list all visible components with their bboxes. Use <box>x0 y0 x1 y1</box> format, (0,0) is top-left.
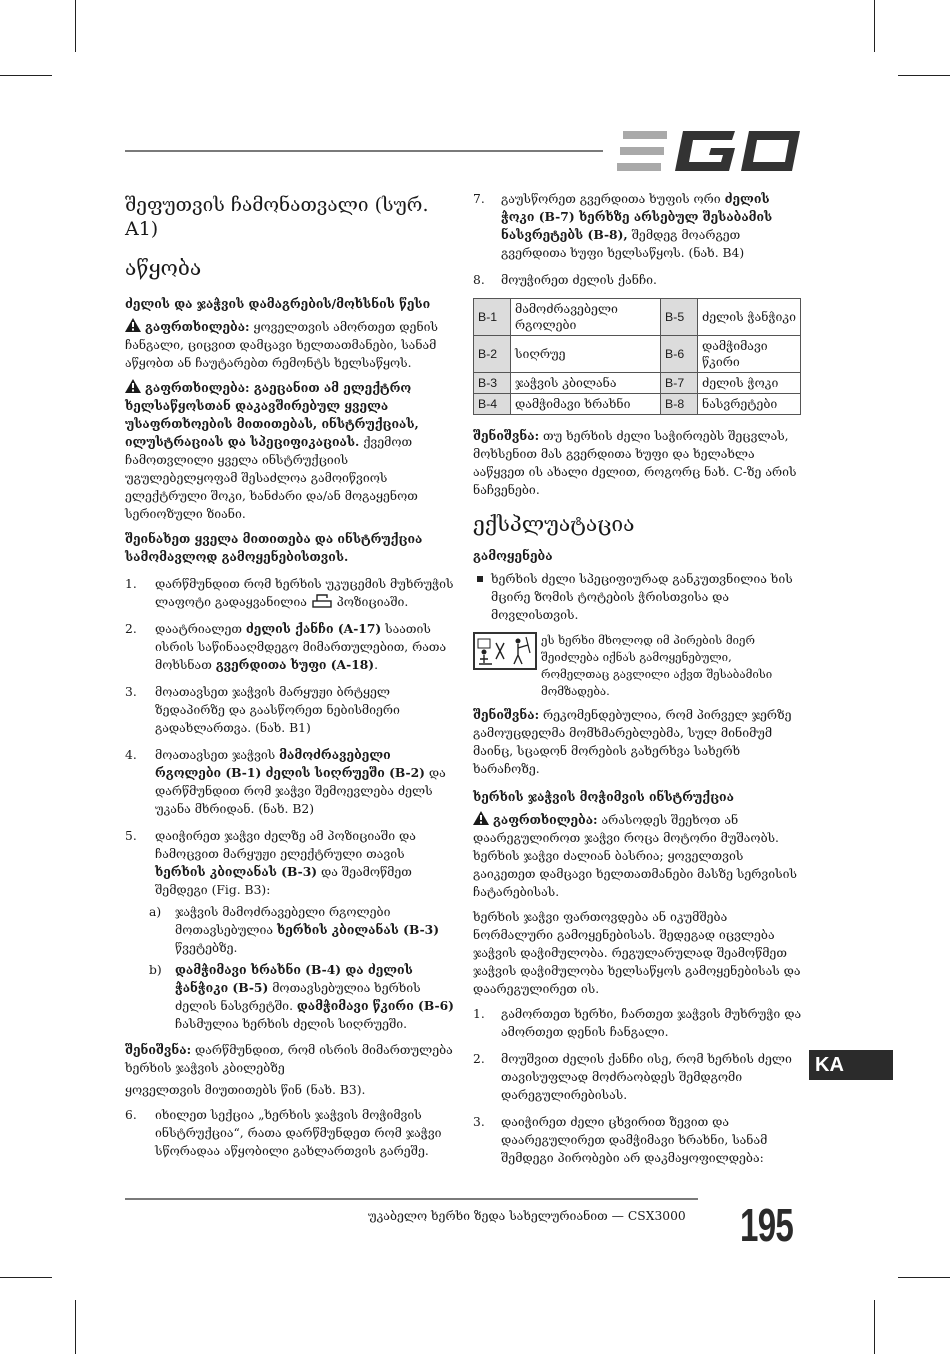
page-number: 195 <box>740 1199 794 1251</box>
item-number: 3. <box>473 1115 485 1129</box>
list-item <box>473 1050 803 1104</box>
item-text: და შეამოწმეთ შემდეგი (Fig. B3): <box>155 865 412 897</box>
table-cell: სიღრუე <box>511 336 661 373</box>
item-bold: მამოძრავებელი რგოლები (B-1) ძელის სიღრუეში (B-2) <box>155 747 425 780</box>
footer-rule <box>125 1198 698 1200</box>
table-cell: მამოძრავებელი რგოლები <box>511 299 661 336</box>
crop-mark <box>75 1300 76 1354</box>
item-text: დაიჭირეთ ძელი ცხვირით ზევით და დაარეგულირეთ დამჭიმავი ხრახნი, სანამ შემდეგი პირობები არ დაკმაყოფილდება: <box>501 1115 768 1165</box>
language-tab: KA <box>809 1050 893 1080</box>
crop-mark <box>0 75 52 76</box>
list-item <box>125 746 455 818</box>
subheading-use: გამოყენება <box>473 548 553 563</box>
item-text: იხილეთ სექცია „ხერხის ჯაჭვის მოჭიმვის ინსტრუქცია“, რათა დარწმუნდეთ რომ ჯაჭვი სწორადაა აწყობილი გახლართვის გარეშე. <box>155 1108 442 1158</box>
item-bold: გვერდითა ხუფი (A-18) <box>215 657 375 672</box>
item-text: დაატრიალეთ <box>155 622 246 636</box>
table-cell: ჯაჭვის კბილანა <box>511 373 661 394</box>
list-item <box>125 827 455 899</box>
list-item <box>473 190 803 262</box>
list-item <box>125 575 455 611</box>
list-item <box>473 1113 803 1167</box>
item-text: მოუჭირეთ ძელის ქანჩი. <box>501 273 657 287</box>
list-item <box>125 620 455 674</box>
item-number: 5. <box>125 829 137 843</box>
item-text: წვეტებზე. <box>175 941 238 955</box>
note-text: თუ ხერხის ძელი საჭიროებს შეცვლას, მოხსენით მას გვერდითა ხუფი და ხელახლა ააწყვეთ ის ახალი ძელით, როგორც ნახ. C-ზე არის ნაჩვენები. <box>473 429 797 497</box>
table-cell: ძელის ჭოკი <box>698 373 801 394</box>
item-number: 2. <box>125 622 137 636</box>
table-row <box>474 299 801 336</box>
subheading-bar-chain: ძელის და ჯაჭვის დამაგრების/მოხსნის წესი <box>125 296 431 311</box>
item-bold: დამჭიმავი წკირი (B-6) <box>296 998 454 1013</box>
item-text: შემდეგ მოარგეთ გვერდითა ხუფი ხელსაწყოს. (ნახ. B4) <box>501 228 745 260</box>
item-text: ჯაჭვის მამოძრავებელი რგოლები მოთავსებულია <box>175 905 391 937</box>
item-number: 4. <box>125 748 137 762</box>
table-cell: ძელის ჭანჭიკი <box>698 299 801 336</box>
warning-3 <box>473 811 803 901</box>
warning-triangle-icon <box>125 379 141 393</box>
table-cell: B-5 <box>661 299 698 336</box>
note-label: შენიშვნა: <box>473 428 540 443</box>
item-text: მოათავსეთ ჯაჭვის <box>155 748 280 762</box>
heading-assembly: აწყობა <box>125 256 202 280</box>
note-1-tail: ყოველთვის მიუთითებს წინ (ნახ. B3). <box>125 1083 366 1097</box>
list-item <box>125 683 455 737</box>
warning-1 <box>125 318 455 372</box>
note-label: შენიშვნა: <box>125 1042 192 1057</box>
item-text: და დარწმუნდით რომ ჯაჭვი შემოევლება ძელს უკანა მხრიდან. (ნახ. B2) <box>155 766 446 816</box>
parts-table <box>473 298 801 415</box>
item-bold: დამჭიმავი ხრახნი (B-4) და ძელის ჭანჭიკი (B-5) <box>175 962 413 995</box>
item-number: 2. <box>473 1052 485 1066</box>
list-item <box>473 271 803 289</box>
heading-operation: ექსპლუატაცია <box>473 512 635 536</box>
table-row <box>474 336 801 373</box>
item-number: 1. <box>473 1007 485 1021</box>
training-notice-text: ეს ხერხი მხოლოდ იმ პირების მიერ შეიძლება იქნას გამოყენებული, რომელთაც გავლილი აქვთ შესაბამისი მომზადება. <box>541 633 773 698</box>
subheading-tension: ხერხის ჯაჭვის მოჭიმვის ინსტრუქცია <box>473 789 734 804</box>
note-1 <box>125 1041 455 1077</box>
item-bold: ხერხის კბილანას (B-3) <box>155 864 318 879</box>
warning-triangle-icon <box>473 811 489 825</box>
item-text: დარწმუნდით რომ ხერხის უკუცემის მუხრუჭის ლაფოტი გადაყვანილია <box>155 577 454 609</box>
crop-mark <box>874 0 875 52</box>
item-bold: ძელის ჭოკი (B-7) ხერხზე არსებულ შესაბამის ნასვრეტებს (B-8), <box>501 191 773 242</box>
ego-logo <box>617 131 800 171</box>
item-text: გაუსწორეთ გვერდითა ხუფის ორი <box>501 192 725 206</box>
bullet-item: ხერხის ძელი სპეციფიურად განკუთვნილია ხის მცირე ზომის ტოტების ჭრისთვისა და მოვლისთვის. <box>473 570 803 624</box>
sub-list-item <box>149 903 455 957</box>
note-3 <box>473 706 803 778</box>
item-bold: ხერხის კბილანას (B-3) <box>276 922 440 937</box>
tension-paragraph: ხერხის ჯაჭვი ფართოვდება ან იკუმშება ნორმალური გამოყენებისას. შედეგად იცვლება ჯაჭვის დაჭიმულობა. რეგულარულად შეამოწმეთ ჯაჭვის დაჭიმულობა ხელსაწყოს გამოყენებისას და დაარეგულირეთ ის. <box>473 910 801 996</box>
note-text: რეკომენდებულია, რომ პირველ ჯერზე გამოუცდელმა მომხმარებლებმა, სულ მინიმუმ მაინც, სცადონ მორების გახერხვა სახერხ ხარაჩოზე. <box>473 708 792 776</box>
warning-label: გაფრთხილება: <box>493 812 598 827</box>
item-number: 6. <box>125 1108 137 1122</box>
item-text: ჩასმულია ხერხის ძელის სიღრუეში. <box>175 1017 408 1031</box>
logo-e-bars <box>617 131 667 171</box>
table-cell: B-1 <box>474 299 511 336</box>
table-cell: B-8 <box>661 394 698 415</box>
header-rule <box>125 150 603 152</box>
table-cell: B-7 <box>661 373 698 394</box>
right-column <box>473 190 803 1176</box>
training-pictogram-icon <box>473 632 537 670</box>
item-letter: b) <box>149 963 162 977</box>
item-number: 8. <box>473 273 485 287</box>
note-label: შენიშვნა: <box>473 707 540 722</box>
left-column <box>125 193 455 1169</box>
item-text: პოზიციაში. <box>332 595 409 609</box>
training-notice <box>473 632 803 700</box>
item-text: საათის ისრის საწინააღმდეგო მიმართულებით, რათა მოხსნათ <box>155 622 447 672</box>
item-text: . <box>374 658 379 672</box>
item-number: 3. <box>125 685 137 699</box>
item-bold: ძელის ქანჩი (A-17) <box>245 621 382 636</box>
table-row <box>474 373 801 394</box>
table-cell: B-6 <box>661 336 698 373</box>
chain-brake-icon <box>311 593 333 609</box>
keep-instructions: შეინახეთ ყველა მითითება და ინსტრუქცია სამომავლოდ გამოყენებისთვის. <box>125 531 423 564</box>
item-letter: a) <box>149 905 162 919</box>
item-text: მოუშვით ძელის ქანჩი ისე, რომ ხერხის ძელი თავისუფლად მოძრაობდეს შემდგომი დარეგულირებისას. <box>501 1052 792 1102</box>
warning-label: გაფრთხილება: გაეცანით ამ ელექტრო ხელსაწყოსთან დაკავშირებულ ყველა უსაფრთხოების მითითებას, ინსტრუქციას, ილუსტრაციას და სპეციფიკაციას. <box>125 380 419 449</box>
warning-label: გაფრთხილება: <box>145 319 250 334</box>
heading-package-contents: შეფუთვის ჩამონათვალი (სურ. A1) <box>125 194 429 240</box>
list-item <box>473 1005 803 1041</box>
crop-mark <box>898 75 950 76</box>
item-number: 1. <box>125 577 137 591</box>
table-cell: B-3 <box>474 373 511 394</box>
crop-mark <box>874 1300 875 1354</box>
item-text: მოათავსეთ ჯაჭვის მარყუჟი ბრტყელ ზედაპირზე და გაასწორეთ ნებისმიერი გადახლართვა. (ნახ. B1) <box>155 685 400 735</box>
item-text: დაიჭირეთ ჯაჭვი ძელზე ამ პოზიციაში და ჩამოცვით მარყუჟი ელექტრული თავის <box>155 829 416 861</box>
note-2 <box>473 427 803 499</box>
footer-title: უკაბელო ხერხი ზედა სახელურიანით — CSX3000 <box>368 1209 686 1223</box>
list-item <box>125 1106 455 1160</box>
warning-text: ყოველთვის ამორთეთ დენის ჩანგალი, ციცვით დამცავი ხელთათმანები, სანამ აწყობთ ან ჩაუტარებთ რემონტს ხელსაწყოს. <box>125 320 438 370</box>
table-cell: დამჭიმავი ხრახნი <box>511 394 661 415</box>
warning-text: ქვემოთ ჩამოთვლილი ყველა ინსტრუქციის უგულებელყოფამ შესაძლოა გამოიწვიოს ელექტრული შოკი, ხანძარი და/ან მოგაყენოთ სერიოზული ზიანი. <box>125 435 418 521</box>
table-cell: ნასვრეტები <box>698 394 801 415</box>
sub-list-item <box>149 961 455 1033</box>
table-cell: B-2 <box>474 336 511 373</box>
crop-mark <box>0 1277 52 1278</box>
item-number: 7. <box>473 192 485 206</box>
warning-2 <box>125 379 455 523</box>
warning-text: არასოდეს შეეხოთ ან დაარეგულიროთ ჯაჭვი როცა მოტორი მუშაობს. ხერხის ჯაჭვი ძალიან ბასრია; ყოველთვის გაიკეთეთ დამცავი ხელთათმანები მასზე სერვისის ჩატარებისას. <box>473 813 797 899</box>
crop-mark <box>898 1277 950 1278</box>
table-cell: დამჭიმავი წკირი <box>698 336 801 373</box>
note-text: დარწმუნდით, რომ ისრის მიმართულება ხერხის ჯაჭვის კბილებზე <box>125 1043 453 1075</box>
crop-mark <box>75 0 76 52</box>
item-text: გამორთეთ ხერხი, ჩართეთ ჯაჭვის მუხრუჭი და ამორთეთ დენის ჩანგალი. <box>501 1007 802 1039</box>
table-row <box>474 394 801 415</box>
warning-triangle-icon <box>125 318 141 332</box>
item-text: მოთავსებულია ხერხის ძელის ნასვრეტში. <box>175 981 421 1013</box>
table-cell: B-4 <box>474 394 511 415</box>
